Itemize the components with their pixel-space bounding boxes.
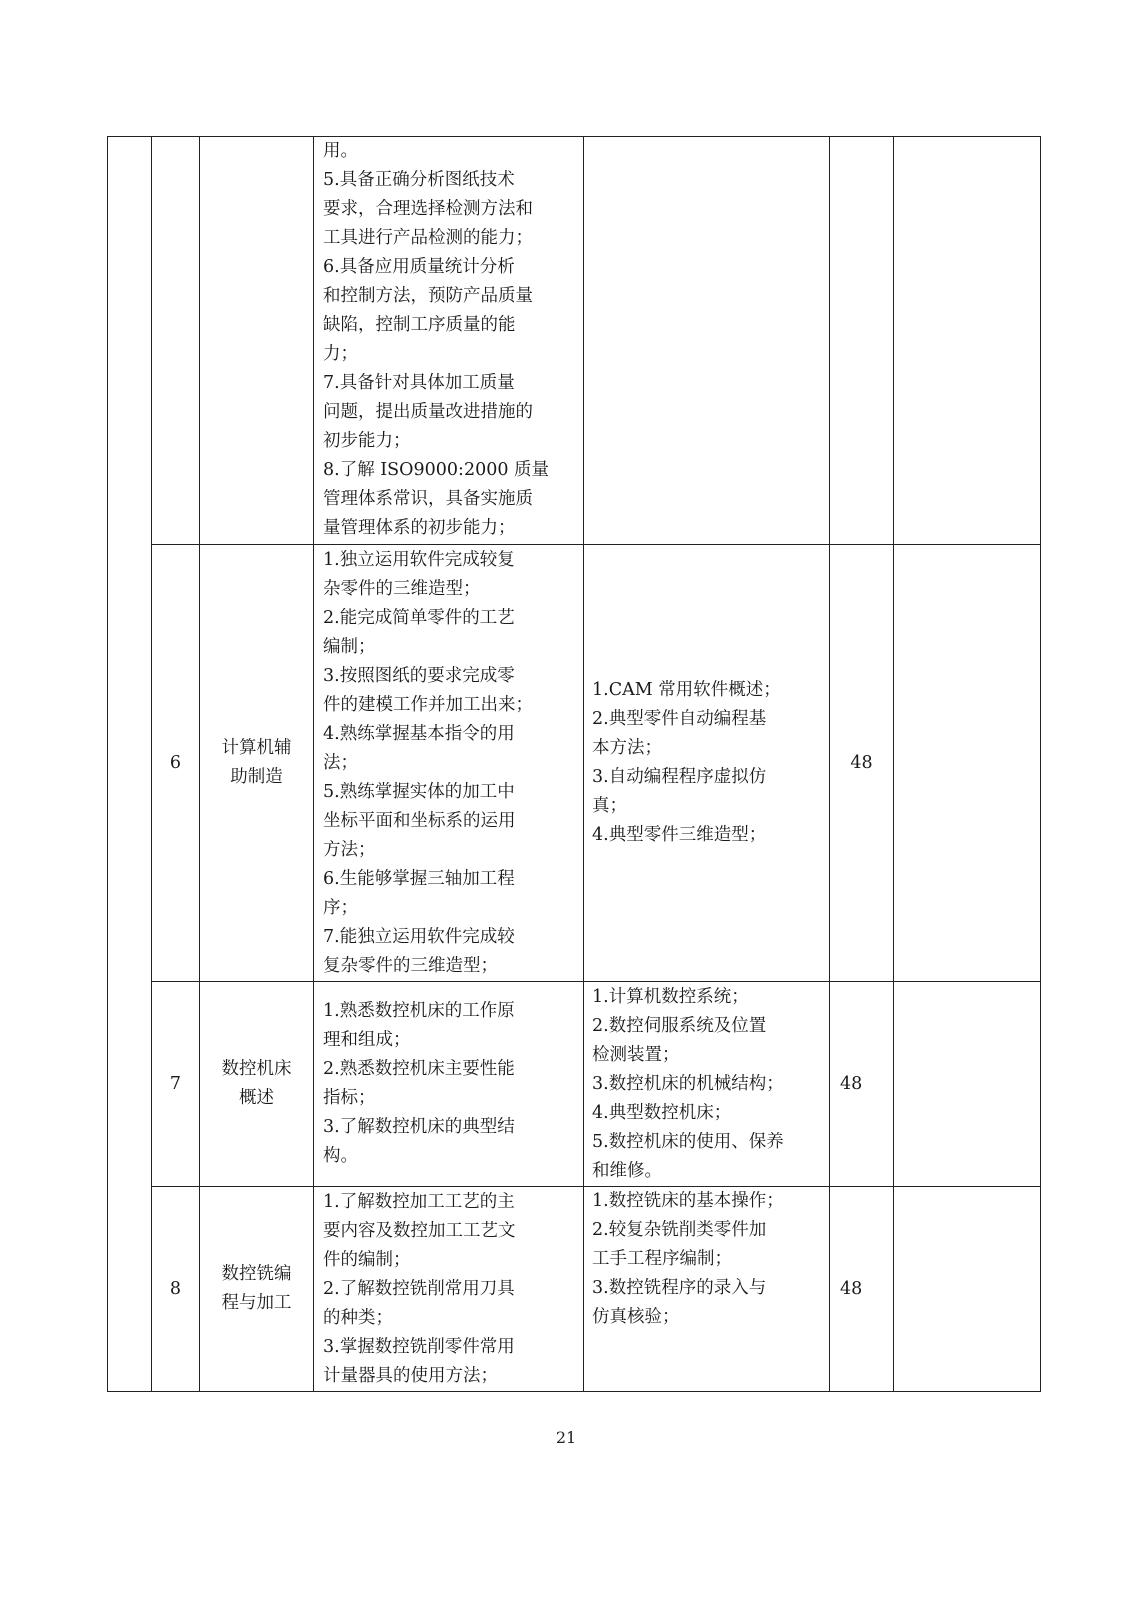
objective-line: 序； [323, 897, 358, 918]
course-name-line: 概述 [239, 1088, 274, 1108]
objective-line: 法； [323, 752, 358, 773]
course-name-line: 程与加工 [221, 1293, 292, 1313]
content-line: 3.数控铣程序的录入与 [592, 1278, 767, 1298]
content-line: 2.典型零件自动编程基 [592, 709, 767, 729]
course-name-cell [200, 1187, 314, 1392]
index-cell [152, 137, 200, 545]
category-cell [108, 137, 152, 1392]
index-cell: 7 [152, 982, 200, 1187]
objective-line: 力； [323, 344, 358, 364]
content-line: 本方法； [592, 738, 662, 758]
objective-line: 坐标平面和坐标系的运用 [323, 810, 516, 831]
objective-line: 2.能完成简单零件的工艺 [323, 607, 515, 628]
content-line: 3.自动编程程序虚拟仿 [592, 767, 767, 787]
content-cell [584, 545, 830, 982]
content-cell [584, 137, 830, 545]
objective-line: 计量器具的使用方法； [323, 1365, 498, 1386]
hours-cell: 48 [830, 1187, 894, 1392]
objective-line: 6.生能够掌握三轴加工程 [323, 868, 515, 889]
course-name-cell [200, 982, 314, 1187]
objective-line: 要内容及数控加工工艺文 [323, 1220, 516, 1241]
objective-line: 件的建模工作并加工出来； [323, 694, 533, 715]
hours-cell: 48 [830, 982, 894, 1187]
page-number: 21 [555, 1428, 577, 1447]
objective-line: 杂零件的三维造型； [323, 578, 481, 599]
objectives-cell [314, 545, 584, 982]
hours-cell [830, 137, 894, 545]
course-name-line: 数控机床 [221, 1059, 292, 1079]
content-line: 4.典型零件三维造型； [592, 825, 767, 845]
objective-line: 3.了解数控机床的典型结 [323, 1117, 515, 1137]
content-line: 工手工程序编制； [592, 1249, 732, 1269]
content-line: 1.CAM 常用软件概述； [592, 680, 781, 700]
objective-line: 用。 [323, 141, 358, 161]
objective-line: 要求，合理选择检测方法和 [323, 199, 533, 219]
objective-line: 1.熟悉数控机床的工作原 [323, 1001, 515, 1021]
content-line: 检测装置； [592, 1044, 680, 1065]
content-line: 3.数控机床的机械结构； [592, 1073, 784, 1094]
objective-line: 量管理体系的初步能力； [323, 518, 516, 538]
objective-line: 问题，提出质量改进措施的 [323, 402, 533, 422]
course-table [107, 136, 1041, 1392]
hours-cell: 48 [830, 545, 894, 982]
objective-line: 复杂零件的三维造型； [323, 955, 498, 976]
content-line: 5.数控机床的使用、保养 [592, 1131, 784, 1152]
content-line: 1.计算机数控系统； [592, 986, 749, 1007]
remarks-cell [894, 982, 1041, 1187]
content-line: 真； [592, 796, 627, 816]
objectives-cell [314, 982, 584, 1187]
objective-line: 5.具备正确分析图纸技术 [323, 170, 515, 190]
content-line: 1.数控铣床的基本操作； [592, 1191, 784, 1211]
objective-line: 7.具备针对具体加工质量 [323, 373, 515, 393]
objective-line: 6.具备应用质量统计分析 [323, 257, 515, 277]
objective-line: 构。 [323, 1146, 358, 1166]
content-line: 4.典型数控机床； [592, 1102, 732, 1123]
objective-line: 初步能力； [323, 431, 411, 451]
content-line: 仿真核验； [592, 1307, 680, 1327]
objective-line: 1.独立运用软件完成较复 [323, 549, 515, 570]
objectives-cell [314, 137, 584, 545]
table-row [108, 137, 1041, 545]
content-cell [584, 982, 830, 1187]
objective-line: 7.能独立运用软件完成较 [323, 926, 515, 947]
objective-line: 8.了解 ISO9000:2000 质量 [323, 460, 550, 480]
course-name-line: 数控铣编 [221, 1264, 292, 1284]
objective-line: 理和组成； [323, 1030, 411, 1050]
objective-line: 方法； [323, 839, 376, 860]
course-name-cell [200, 137, 314, 545]
objective-line: 2.熟悉数控机床主要性能 [323, 1059, 515, 1079]
objective-line: 3.掌握数控铣削零件常用 [323, 1336, 515, 1357]
remarks-cell [894, 137, 1041, 545]
objective-line: 件的编制； [323, 1249, 411, 1270]
content-cell [584, 1187, 830, 1392]
objective-line: 5.熟练掌握实体的加工中 [323, 781, 515, 802]
index-cell: 8 [152, 1187, 200, 1392]
objective-line: 和控制方法，预防产品质量 [323, 286, 533, 306]
objective-line: 工具进行产品检测的能力； [323, 228, 533, 248]
objective-line: 的种类； [323, 1307, 393, 1328]
objective-line: 管理体系常识，具备实施质 [323, 489, 533, 509]
content-line: 和维修。 [592, 1160, 662, 1181]
remarks-cell [894, 1187, 1041, 1392]
remarks-cell [894, 545, 1041, 982]
table-row [108, 1187, 1041, 1392]
objective-line: 1.了解数控加工工艺的主 [323, 1191, 515, 1212]
objective-line: 2.了解数控铣削常用刀具 [323, 1278, 515, 1299]
objective-line: 缺陷，控制工序质量的能 [323, 315, 516, 335]
content-line: 2.数控伺服系统及位置 [592, 1015, 767, 1036]
course-name-line: 助制造 [230, 767, 283, 787]
table-row [108, 982, 1041, 1187]
objective-line: 指标； [323, 1088, 376, 1108]
objective-line: 4.熟练掌握基本指令的用 [323, 723, 515, 744]
content-line: 2.较复杂铣削类零件加 [592, 1220, 767, 1240]
objectives-cell [314, 1187, 584, 1392]
course-name-line: 计算机辅 [221, 738, 292, 758]
index-cell: 6 [152, 545, 200, 982]
course-name-cell [200, 545, 314, 982]
objective-line: 3.按照图纸的要求完成零 [323, 665, 515, 686]
table-row [108, 545, 1041, 982]
objective-line: 编制； [323, 636, 376, 657]
